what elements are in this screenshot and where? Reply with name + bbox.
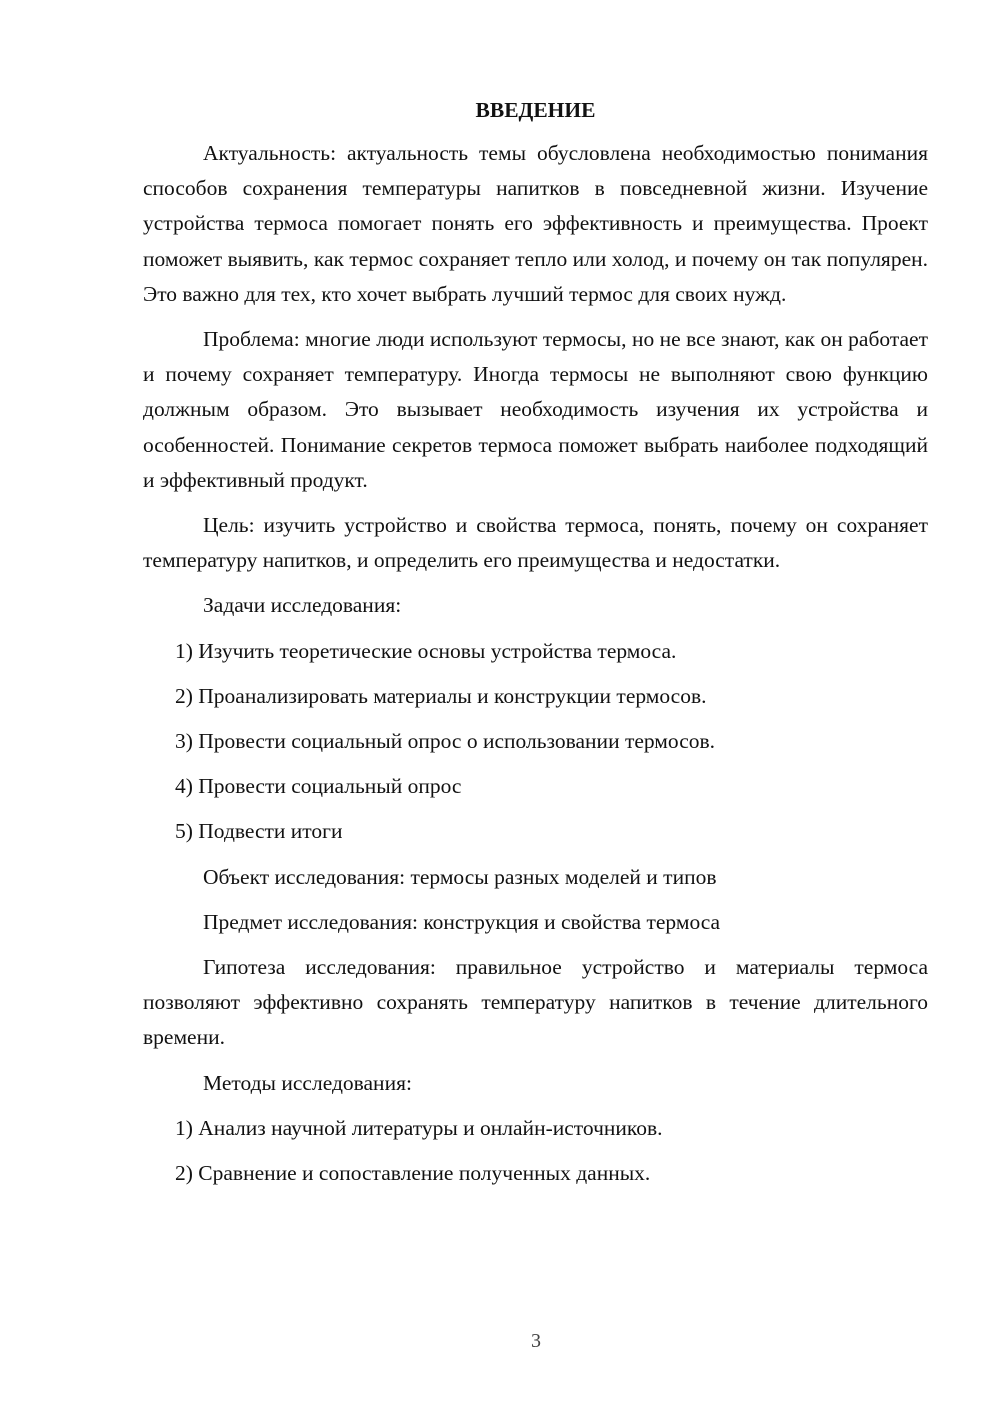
hypothesis-paragraph: Гипотеза исследования: правильное устройство и материалы термоса позволяют эффективно сохранять температуру напитков в течение длительного времени. [143,955,928,1050]
task-item-5: 5) Подвести итоги [175,819,343,844]
page-content [143,94,928,1201]
task-item-2: 2) Проанализировать материалы и конструкции термосов. [175,683,707,708]
subject-line: Предмет исследования: конструкция и свойства термоса [203,909,721,934]
tasks-heading: Задачи исследования: [203,593,402,618]
task-item-4: 4) Провести социальный опрос [175,774,462,799]
goal-paragraph: Цель: изучить устройство и свойства термоса, понять, почему он сохраняет температуру напитков, и определить его преимущества и недостатки. [143,513,928,573]
problem-paragraph: Проблема: многие люди используют термосы, но не все знают, как он работает и почему сохраняет температуру. Иногда термосы не выполняют свою функцию должным образом. Это вызывает необходимость изучения их устройства и особенностей. Понимание секретов термоса поможет выбрать наиболее подходящий и эффективный продукт. [143,327,928,492]
section-title: ВВЕДЕНИЕ [475,98,596,122]
task-item-3: 3) Провести социальный опрос о использовании термосов. [175,729,716,754]
object-line: Объект исследования: термосы разных моделей и типов [203,864,717,889]
relevance-paragraph: Актуальность: актуальность темы обусловлена необходимостью понимания способов сохранения температуры напитков в повседневной жизни. Изучение устройства термоса помогает понять его эффективность и преимущества. Проект поможет выявить, как термос сохраняет тепло или холод, и почему он так популярен. Это важно для тех, кто хочет выбрать лучший термос для своих нужд. [143,141,928,306]
method-item-1: 1) Анализ научной литературы и онлайн-источников. [175,1115,663,1140]
methods-heading: Методы исследования: [203,1070,412,1095]
method-item-2: 2) Сравнение и сопоставление полученных данных. [175,1161,651,1186]
task-item-1: 1) Изучить теоретические основы устройства термоса. [175,638,677,663]
page-number: 3 [531,1330,541,1352]
